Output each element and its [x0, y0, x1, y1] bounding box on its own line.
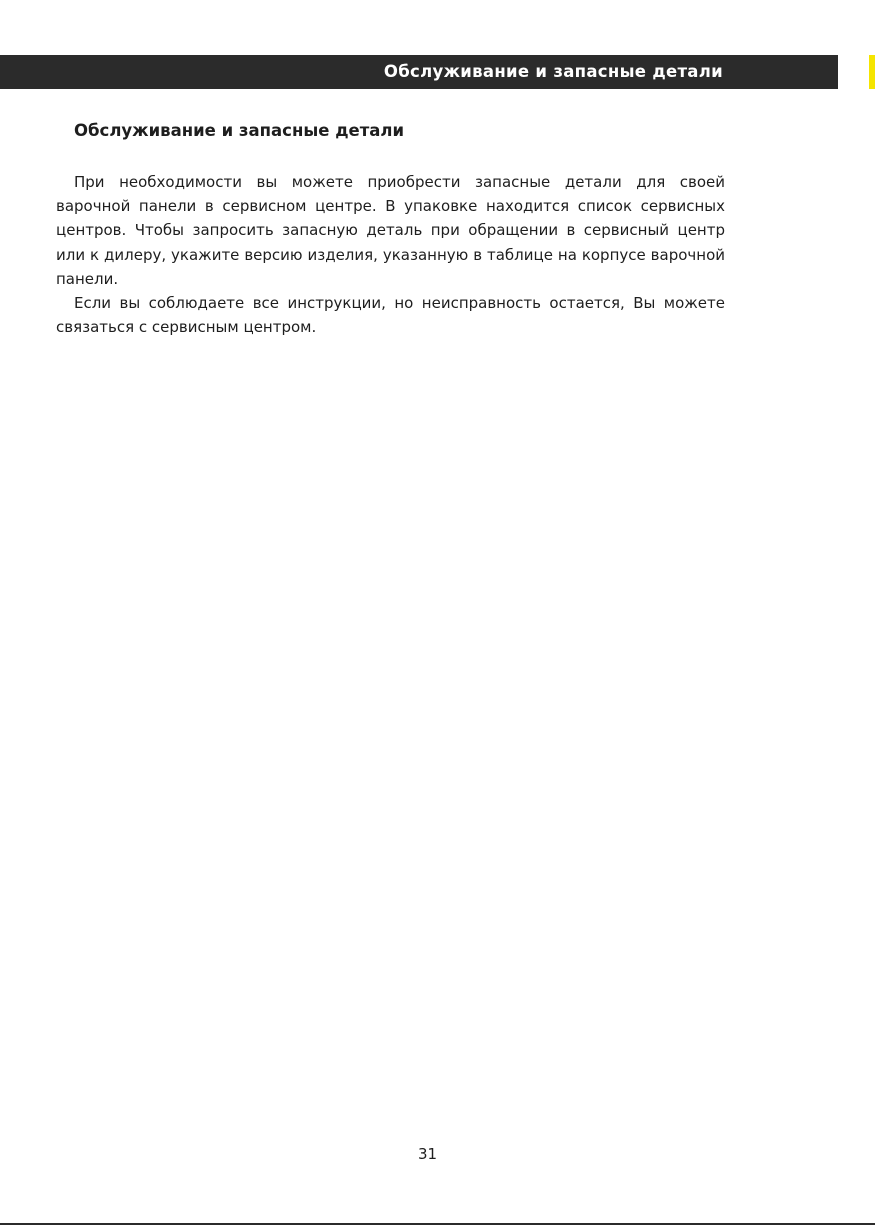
bottom-divider — [0, 1223, 875, 1225]
paragraph: Если вы соблюдаете все инструкции, но неисправность остается, Вы можете связаться с сервисным центром. — [56, 294, 725, 337]
page-number: 31 — [417, 1145, 438, 1163]
header-title: Обслуживание и запасные детали — [383, 62, 723, 81]
section-title: Обслуживание и запасные детали — [74, 121, 405, 140]
header-bar — [0, 55, 838, 89]
paragraph: При необходимости вы можете приобрести запасные детали для своей варочной панели в сервисном центре. В упаковке находится список сервисных центров. Чтобы запросить запасную деталь при обращении в сервисный центр или к дилеру, укажите версию изделия, указанную в таблице на корпусе варочной панели. — [56, 173, 725, 288]
accent-marker — [869, 55, 875, 89]
body-text — [56, 170, 725, 339]
